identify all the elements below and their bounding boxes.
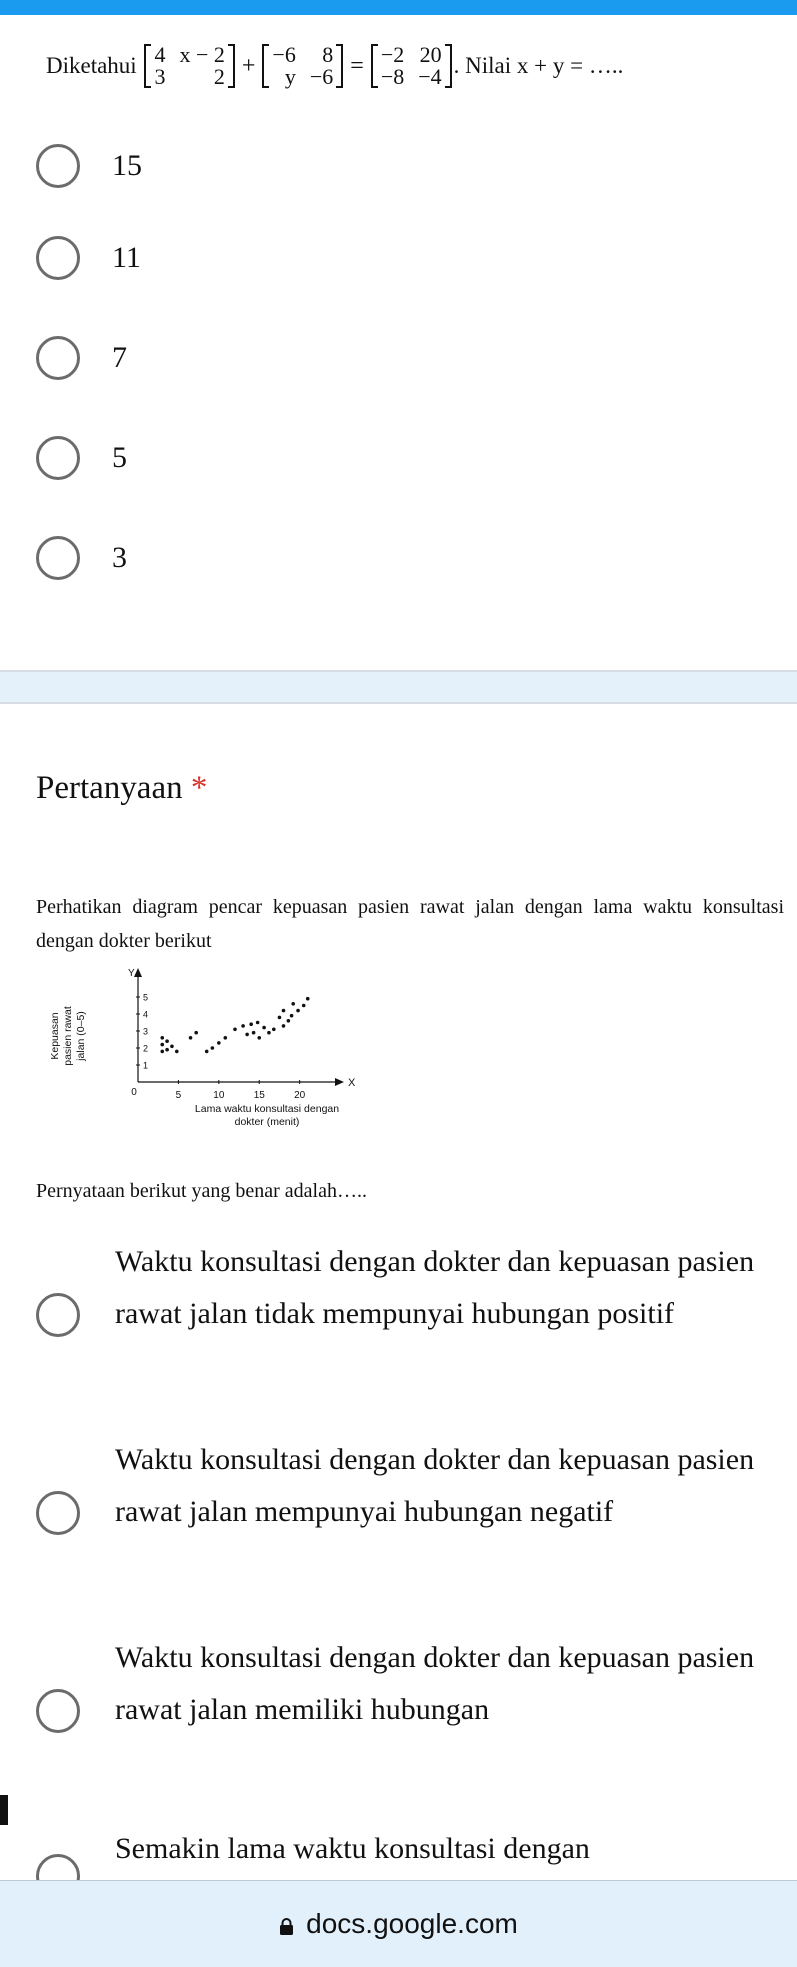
x-tick-label: 20 xyxy=(294,1090,306,1101)
matrix-c-cell: −8 xyxy=(380,64,405,89)
radio-button[interactable] xyxy=(36,1854,80,1880)
matrix-c-cell: −2 xyxy=(380,42,405,67)
option-label: Waktu konsultasi dengan dokter dan kepuasan pasien rawat jalan mempunyai hubungan negatif xyxy=(115,1443,755,1528)
top-accent-bar xyxy=(0,0,797,15)
data-point xyxy=(306,997,310,1001)
question-2-statement: Pernyataan berikut yang benar adalah….. xyxy=(36,1180,367,1202)
radio-button[interactable] xyxy=(36,436,80,480)
option-label: 3 xyxy=(112,541,127,574)
data-point xyxy=(296,1009,300,1013)
option-7[interactable] xyxy=(36,336,127,380)
matrix-c xyxy=(371,44,452,88)
option-label: Waktu konsultasi dengan dokter dan kepuasan pasien rawat jalan tidak mempunyai hubungan positif xyxy=(115,1245,755,1330)
x-axis-letter: X xyxy=(348,1077,356,1089)
data-point xyxy=(282,1009,286,1013)
browser-url-bar[interactable] xyxy=(0,1880,797,1967)
data-point xyxy=(233,1028,237,1032)
data-point xyxy=(256,1021,260,1025)
x-axis-arrow xyxy=(335,1078,344,1086)
option-11[interactable] xyxy=(36,236,141,280)
x-tick-label: 15 xyxy=(253,1090,265,1101)
equals-sign: = xyxy=(350,52,364,79)
y-axis-label: jalan (0–5) xyxy=(75,1011,87,1061)
data-point xyxy=(160,1050,164,1054)
option-label: 5 xyxy=(112,441,127,474)
option-label: Waktu konsultasi dengan dokter dan kepuasan pasien rawat jalan memiliki hubungan xyxy=(115,1641,755,1726)
section-divider xyxy=(0,702,797,704)
matrix-c-cell: −4 xyxy=(418,64,442,89)
matrix-c-cell: 20 xyxy=(419,42,442,67)
radio-button[interactable] xyxy=(36,1293,80,1337)
y-axis-label: Kepuasan xyxy=(49,1012,61,1060)
y-axis-label: pasien rawat xyxy=(62,1006,74,1066)
y-tick-label: 2 xyxy=(143,1043,149,1054)
data-point xyxy=(262,1026,266,1030)
y-tick-label: 3 xyxy=(143,1026,149,1037)
scroll-marker xyxy=(0,1795,8,1825)
section-gap xyxy=(0,672,797,702)
data-point xyxy=(170,1045,174,1049)
url-text: docs.google.com xyxy=(306,1908,518,1939)
data-point xyxy=(302,1004,306,1008)
matrix-a xyxy=(144,44,234,88)
data-point xyxy=(272,1028,276,1032)
option-negative-relation[interactable] xyxy=(36,1434,776,1594)
data-point xyxy=(194,1031,198,1035)
x-axis-label: dokter (menit) xyxy=(234,1116,300,1128)
data-point xyxy=(287,1019,291,1023)
option-3[interactable] xyxy=(36,536,127,580)
data-point xyxy=(290,1014,294,1018)
data-point xyxy=(165,1039,169,1043)
option-label: 7 xyxy=(112,341,127,374)
radio-button[interactable] xyxy=(36,1689,80,1733)
data-point xyxy=(267,1031,271,1035)
y-axis-arrow xyxy=(134,968,142,977)
question-1-prefix: Diketahui xyxy=(46,53,137,78)
y-tick-label: 4 xyxy=(143,1009,149,1020)
radio-button[interactable] xyxy=(36,536,80,580)
option-5[interactable] xyxy=(36,436,127,480)
option-label: 11 xyxy=(112,241,141,274)
option-label: 15 xyxy=(112,149,142,182)
radio-button[interactable] xyxy=(36,236,80,280)
scatter-plot xyxy=(42,960,442,1160)
data-point xyxy=(241,1024,245,1028)
data-point xyxy=(282,1024,286,1028)
radio-button[interactable] xyxy=(36,336,80,380)
data-point xyxy=(245,1033,249,1037)
data-point xyxy=(165,1048,169,1052)
data-point xyxy=(257,1036,261,1040)
data-point xyxy=(249,1022,253,1026)
matrix-b-cell: −6 xyxy=(309,64,334,89)
matrix-b-cell: −6 xyxy=(272,42,296,67)
data-point xyxy=(189,1036,193,1040)
matrix-a-cell: x − 2 xyxy=(179,42,225,67)
lock-icon xyxy=(279,1918,294,1935)
data-point xyxy=(217,1041,221,1045)
matrix-a-cell: 3 xyxy=(154,64,166,89)
data-point xyxy=(278,1016,282,1020)
question-2-title xyxy=(36,770,207,807)
matrix-b-cell: 8 xyxy=(322,42,334,67)
matrix-b-cell: y xyxy=(284,64,296,89)
matrix-a-cell: 4 xyxy=(154,42,166,67)
option-has-relation[interactable] xyxy=(36,1632,776,1792)
data-point xyxy=(160,1036,164,1040)
question-2-body: Perhatikan diagram pencar kepuasan pasien rawat jalan dengan lama waktu konsultasi dengan dokter berikut xyxy=(36,896,784,952)
matrix-a-cell: 2 xyxy=(213,64,225,89)
y-axis-letter: Y xyxy=(128,968,135,979)
data-point xyxy=(175,1050,179,1054)
origin-label: 0 xyxy=(131,1087,137,1098)
matrix-b xyxy=(262,44,343,88)
data-point xyxy=(160,1043,164,1047)
plus-sign: + xyxy=(241,52,256,79)
radio-button[interactable] xyxy=(36,1491,80,1535)
radio-button[interactable] xyxy=(36,144,80,188)
data-point xyxy=(211,1046,215,1050)
data-point xyxy=(252,1031,256,1035)
option-15[interactable] xyxy=(36,144,142,188)
y-tick-label: 5 xyxy=(143,992,149,1003)
y-tick-label: 1 xyxy=(143,1060,149,1071)
x-tick-label: 10 xyxy=(213,1090,225,1101)
data-point xyxy=(291,1002,295,1006)
option-no-positive-relation[interactable] xyxy=(36,1236,776,1396)
option-longer-consultation[interactable] xyxy=(36,1822,786,1880)
data-point xyxy=(224,1036,228,1040)
x-tick-label: 5 xyxy=(175,1090,182,1101)
required-asterisk: * xyxy=(190,770,208,806)
question-1-text xyxy=(46,36,786,96)
question-title-text: Pertanyaan xyxy=(36,770,183,806)
data-point xyxy=(205,1050,209,1054)
question-1-suffix: . Nilai x + y = ….. xyxy=(453,53,624,78)
x-axis-label: Lama waktu konsultasi dengan xyxy=(194,1103,340,1115)
option-label: Semakin lama waktu konsultasi dengan xyxy=(115,1832,590,1865)
